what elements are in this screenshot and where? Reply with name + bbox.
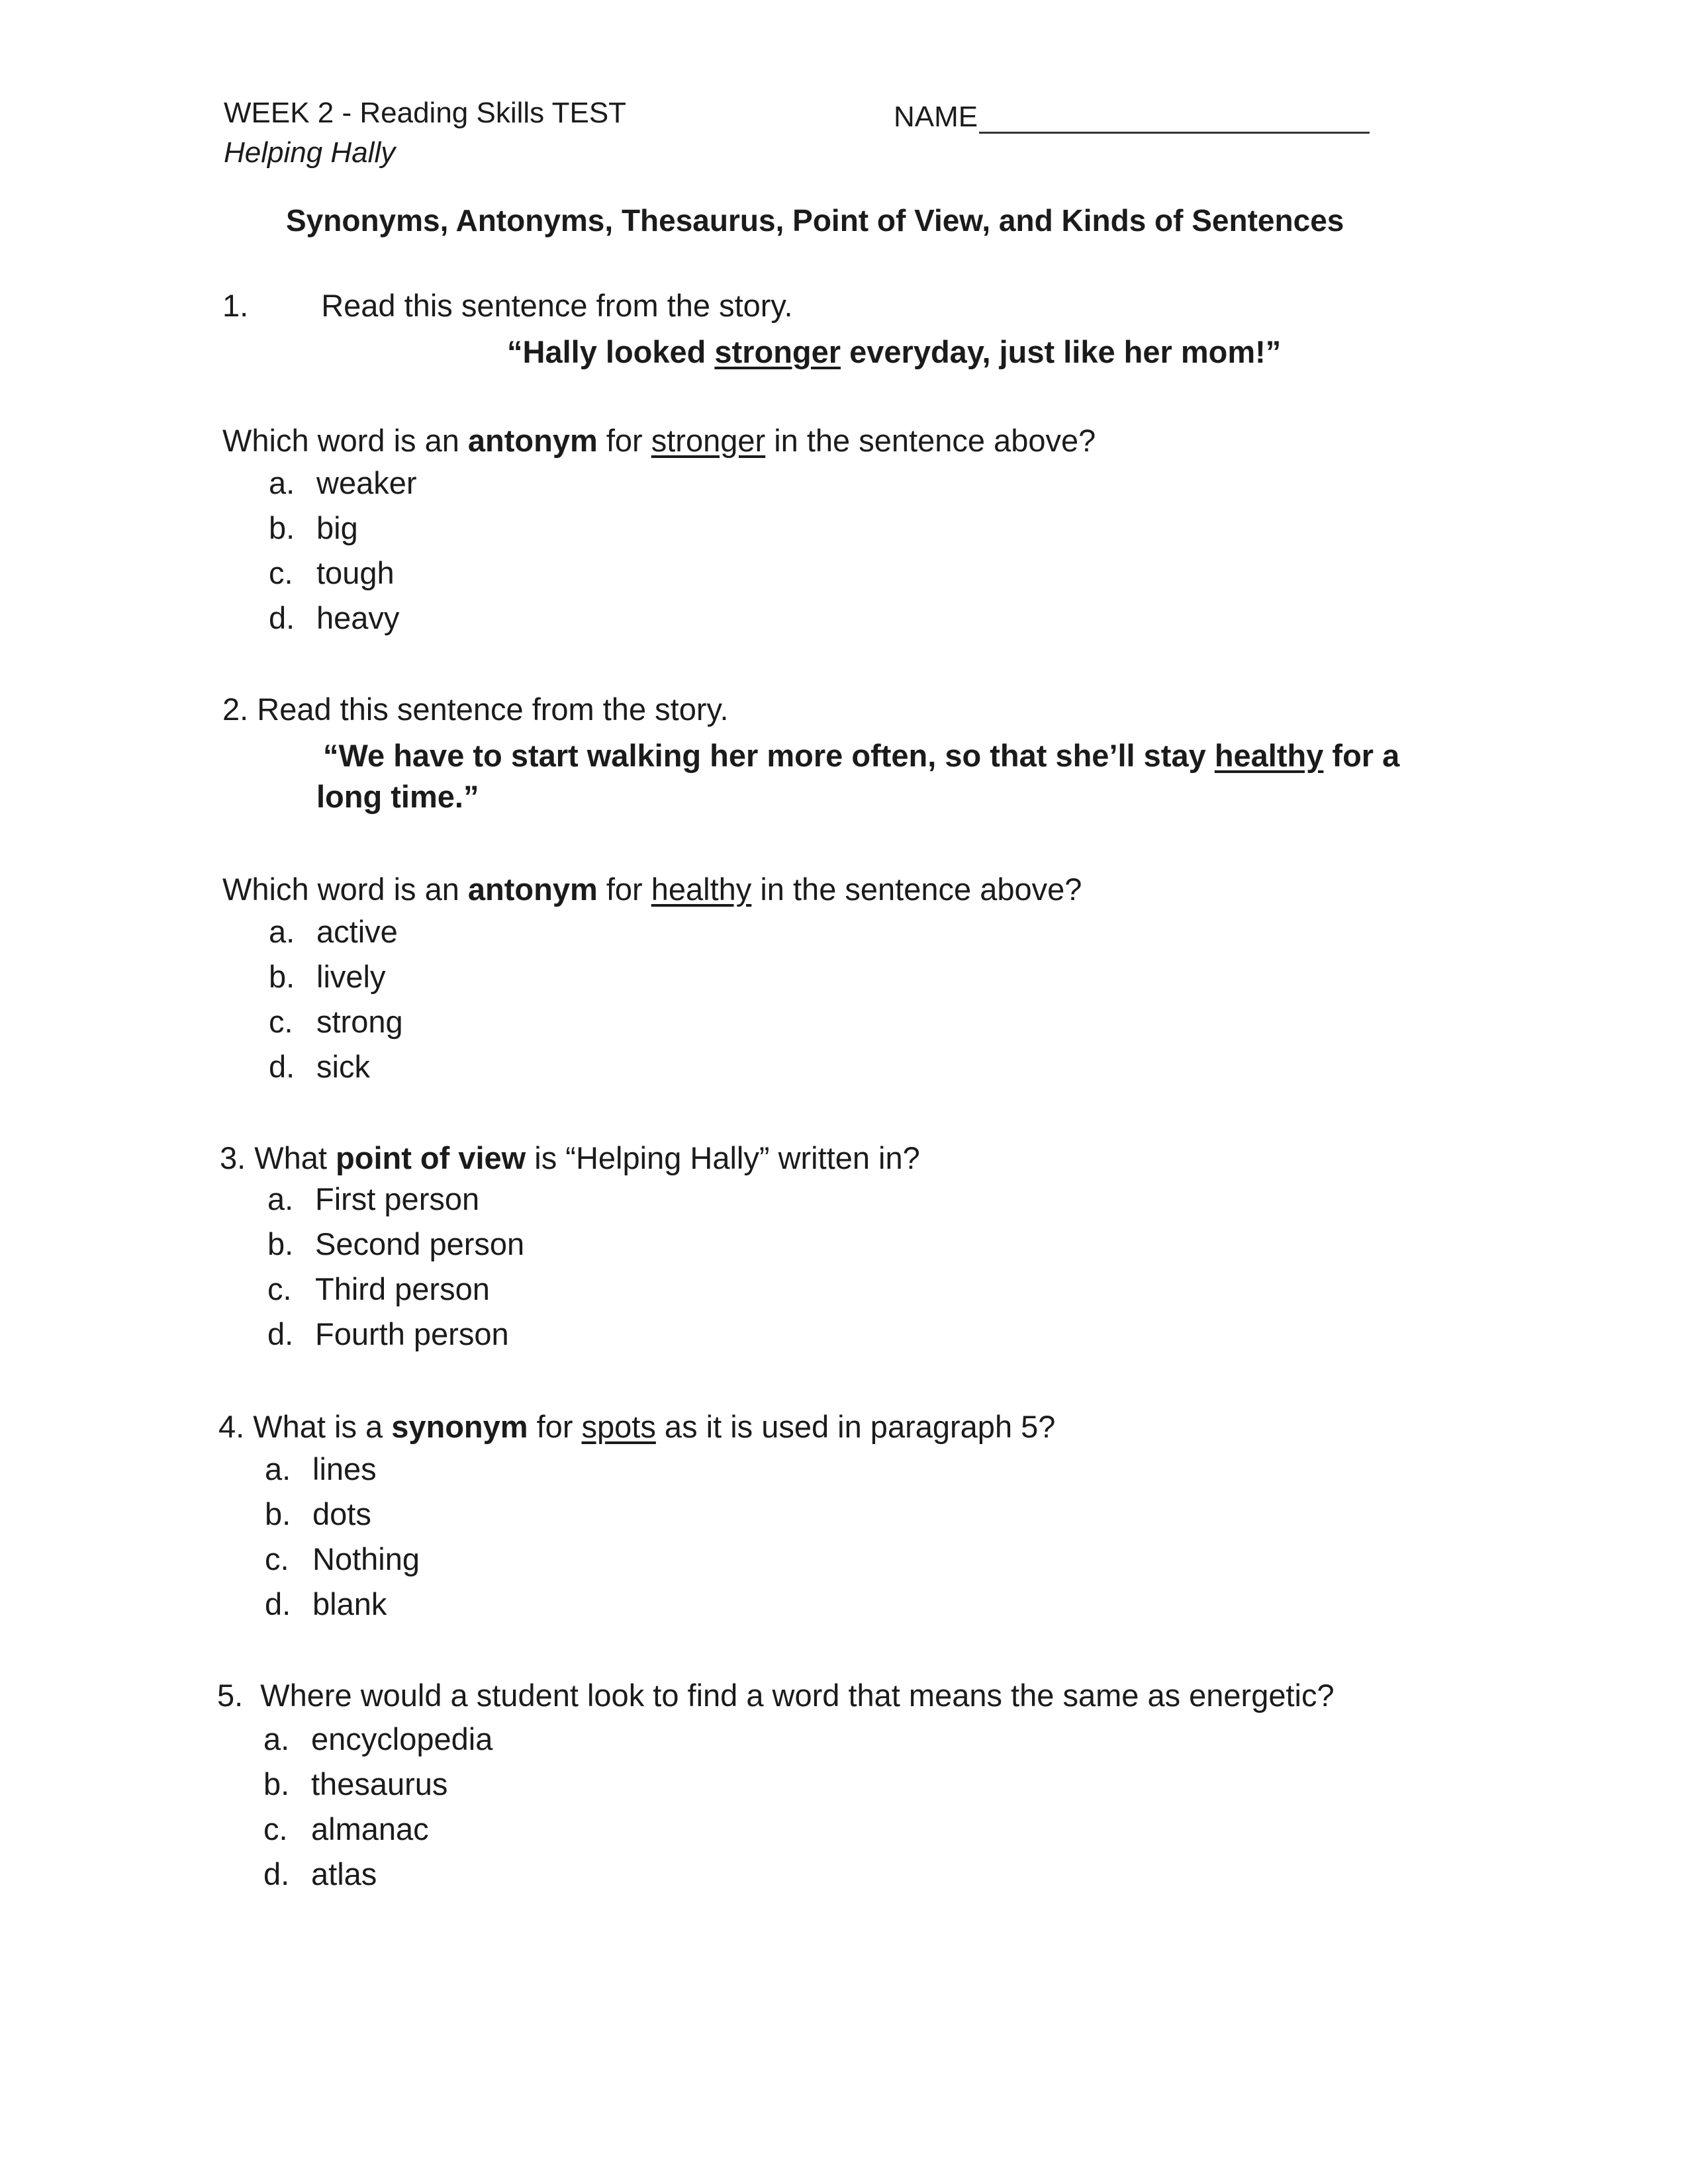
answer-option[interactable]: b. thesaurus	[263, 1766, 448, 1801]
question-4-text: 4. What is a synonym for spots as it is used in paragraph 5?	[218, 1409, 1056, 1444]
answer-option[interactable]: b. big	[269, 510, 358, 545]
question-4-number: 4.	[218, 1409, 245, 1444]
name-label: NAME	[894, 101, 978, 133]
answer-option[interactable]: a. weaker	[269, 465, 417, 500]
answer-option[interactable]: d. sick	[269, 1049, 370, 1084]
answer-option[interactable]: c. Nothing	[265, 1541, 420, 1576]
answer-option[interactable]: c. almanac	[263, 1811, 429, 1846]
answer-option[interactable]: c. strong	[269, 1004, 403, 1039]
page-title: Synonyms, Antonyms, Thesaurus, Point of View, and Kinds of Sentences	[286, 203, 1344, 238]
answer-option[interactable]: a. First person	[267, 1181, 480, 1216]
question-1-number: 1.	[222, 288, 249, 323]
answer-option[interactable]: a. encyclopedia	[263, 1721, 493, 1756]
question-1-options	[269, 461, 417, 641]
question-2-quote-line-2: long time.”	[316, 779, 479, 814]
keyword-synonym: synonym	[391, 1409, 528, 1444]
underlined-word-spots: spots	[581, 1409, 656, 1444]
question-2-text: Which word is an antonym for healthy in the sentence above?	[222, 872, 1082, 907]
answer-option[interactable]: c. Third person	[267, 1271, 490, 1306]
question-1-quote: “Hally looked stronger everyday, just like her mom!”	[507, 334, 1282, 369]
question-3-text: 3. What point of view is “Helping Hally” written in?	[220, 1140, 920, 1175]
answer-option[interactable]: b. dots	[265, 1496, 371, 1531]
keyword-antonym: antonym	[467, 423, 598, 458]
question-2-number: 2.	[222, 692, 249, 727]
question-5-options	[263, 1717, 492, 1897]
question-3-options	[267, 1177, 524, 1357]
question-1-prompt	[222, 287, 793, 324]
question-1-prompt-text: Read this sentence from the story.	[321, 288, 793, 323]
underlined-word-healthy: healthy	[651, 872, 752, 907]
answer-option[interactable]: d. atlas	[263, 1856, 377, 1891]
name-blank-line[interactable]	[979, 104, 1370, 134]
answer-option[interactable]: d. heavy	[269, 600, 400, 635]
question-2-quote-line-1: “We have to start walking her more often, so that she’ll stay healthy for a	[323, 738, 1400, 773]
answer-option[interactable]: d. blank	[265, 1586, 387, 1621]
answer-option[interactable]: a. active	[269, 914, 398, 949]
question-3-number: 3.	[220, 1140, 246, 1175]
question-5-number: 5.	[217, 1678, 244, 1713]
underlined-word-stronger: stronger	[651, 423, 766, 458]
answer-option[interactable]: c. tough	[269, 555, 395, 590]
keyword-point-of-view: point of view	[336, 1140, 526, 1175]
answer-option[interactable]: d. Fourth person	[267, 1316, 509, 1351]
question-2-prompt	[222, 691, 729, 727]
name-field[interactable]	[894, 101, 1370, 134]
question-1-text: Which word is an antonym for stronger in the sentence above?	[222, 423, 1096, 458]
question-4-options	[265, 1447, 420, 1627]
underlined-word-healthy: healthy	[1214, 738, 1324, 773]
story-title: Helping Hally	[224, 136, 396, 169]
keyword-antonym: antonym	[467, 872, 598, 907]
answer-option[interactable]: b. lively	[269, 959, 386, 994]
underlined-word-stronger: stronger	[714, 334, 841, 369]
week-title: WEEK 2 - Reading Skills TEST	[224, 97, 627, 129]
question-2-prompt-text: Read this sentence from the story.	[257, 692, 729, 727]
question-5-text: 5. Where would a student look to find a word that means the same as energetic?	[217, 1678, 1335, 1713]
answer-option[interactable]: b. Second person	[267, 1226, 525, 1261]
question-2-options	[269, 909, 403, 1089]
answer-option[interactable]: a. lines	[265, 1451, 377, 1486]
